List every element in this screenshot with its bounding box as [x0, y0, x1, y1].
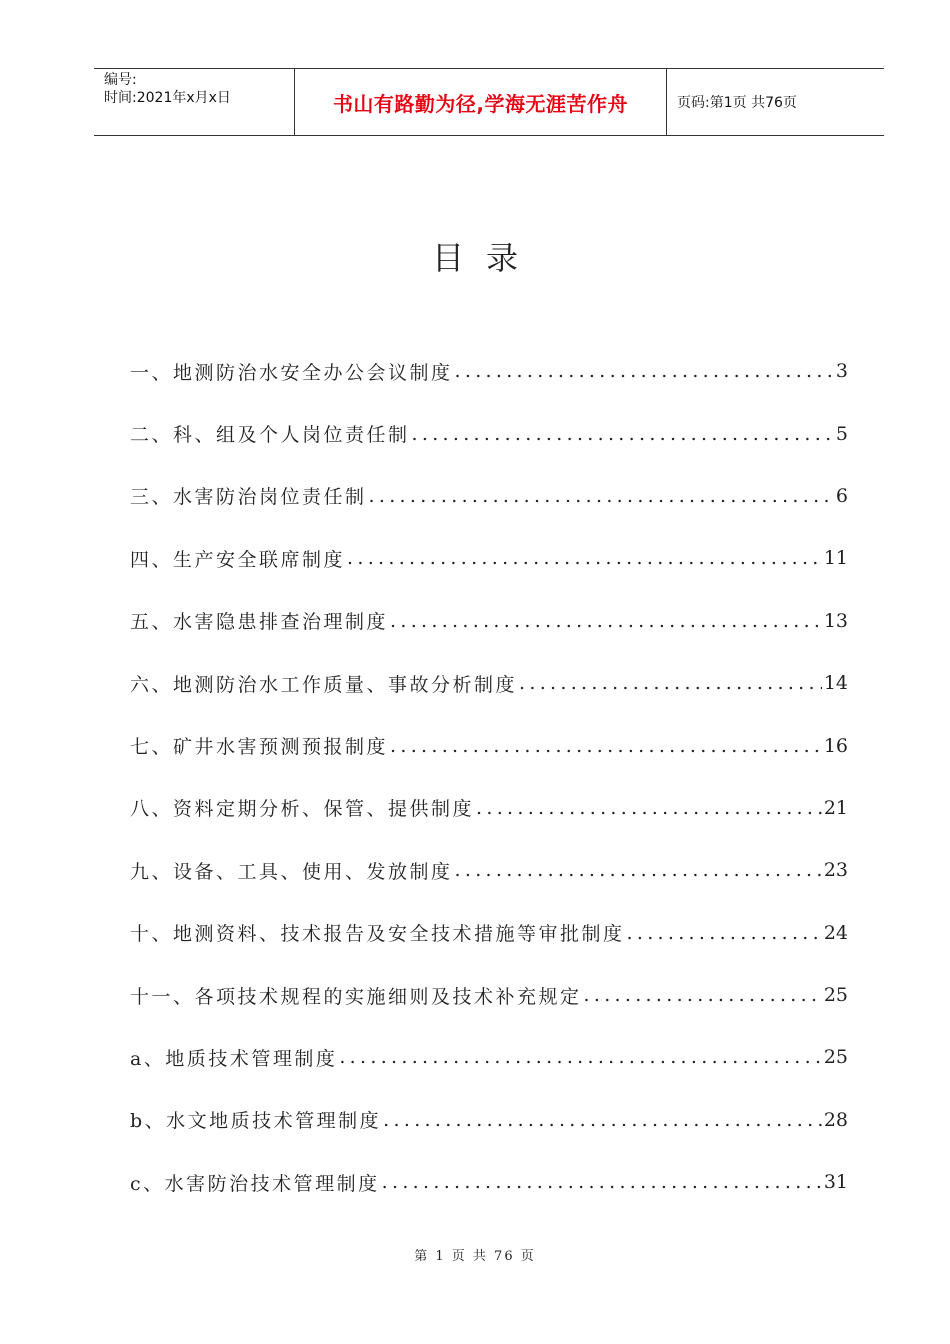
toc-entry[interactable] — [130, 1026, 848, 1088]
header-number-label: 编号: — [104, 72, 137, 88]
toc-leader-dots — [519, 672, 822, 694]
toc-leader-dots — [476, 797, 822, 819]
toc-entry-page: 31 — [823, 1171, 848, 1194]
toc-entry-page: 14 — [823, 672, 848, 695]
toc-leader-dots — [347, 547, 822, 569]
toc-leader-dots — [383, 1109, 822, 1131]
toc-entry[interactable] — [130, 527, 848, 589]
toc-entry-text: a、地质技术管理制度 — [130, 1047, 338, 1070]
toc-entry[interactable] — [130, 714, 848, 776]
toc-entry-text: 八、资料定期分析、保管、提供制度 — [130, 798, 475, 821]
toc-entry[interactable] — [130, 652, 848, 714]
toc-leader-dots — [390, 735, 822, 757]
toc-leader-dots — [455, 859, 822, 881]
toc-entry-page: 11 — [823, 547, 848, 570]
toc-leader-dots — [627, 922, 822, 944]
header-motto: 书山有路勤为径,学海无涯苦作舟 — [295, 69, 667, 135]
toc-entry[interactable] — [130, 964, 848, 1026]
toc-entry-text: 七、矿井水害预测预报制度 — [130, 736, 389, 759]
toc-entry-page: 25 — [823, 984, 848, 1007]
toc-entry-text: 十一、各项技术规程的实施细则及技术补充规定 — [130, 985, 582, 1008]
toc-entry-page: 16 — [823, 734, 848, 757]
toc-entry[interactable] — [130, 590, 848, 652]
toc-entry-text: 九、设备、工具、使用、发放制度 — [130, 860, 453, 883]
toc-leader-dots — [369, 485, 834, 507]
toc-entry-text: 十、地测资料、技术报告及安全技术措施等审批制度 — [130, 923, 625, 946]
toc-leader-dots — [412, 423, 834, 445]
toc-entry-text: 三、水害防治岗位责任制 — [130, 486, 367, 509]
toc-leader-dots — [382, 1171, 822, 1193]
toc-entry[interactable] — [130, 1089, 848, 1151]
toc-title: 目录 — [431, 239, 540, 277]
toc-entry-text: c、水害防治技术管理制度 — [130, 1172, 380, 1195]
toc-entry[interactable] — [130, 902, 848, 964]
toc-entry-text: 五、水害隐患排查治理制度 — [130, 611, 389, 634]
toc-entry[interactable] — [130, 777, 848, 839]
toc-entry-page: 5 — [835, 422, 848, 445]
toc-entry[interactable] — [130, 340, 848, 402]
header-time-label: 时间:2021年x月x日 — [104, 90, 231, 106]
toc-leader-dots — [390, 610, 822, 632]
toc-entry-text: b、水文地质技术管理制度 — [130, 1110, 382, 1133]
toc-entry-text: 一、地测防治水安全办公会议制度 — [130, 361, 453, 384]
toc-leader-dots — [339, 1046, 821, 1068]
toc-entry[interactable] — [130, 1151, 848, 1213]
toc-entry-text: 四、生产安全联席制度 — [130, 548, 346, 571]
toc-entry-page: 25 — [823, 1046, 848, 1069]
header-meta-cell — [94, 69, 295, 135]
header-page-info: 页码:第1页 共76页 — [677, 95, 797, 111]
toc-entry-page: 21 — [823, 796, 848, 819]
toc-leader-dots — [455, 360, 834, 382]
page-footer: 第 1 页 共 76 页 — [414, 1249, 536, 1264]
toc-leader-dots — [584, 984, 822, 1006]
toc-entry[interactable] — [130, 465, 848, 527]
page-header — [94, 68, 884, 136]
toc-entry[interactable] — [130, 402, 848, 464]
toc-entry-page: 23 — [823, 859, 848, 882]
toc-entry-page: 24 — [823, 921, 848, 944]
toc-entry-text: 二、科、组及个人岗位责任制 — [130, 424, 410, 447]
toc-list — [130, 340, 848, 1213]
toc-entry-page: 28 — [823, 1108, 848, 1131]
toc-entry-page: 13 — [823, 609, 848, 632]
toc-entry-text: 六、地测防治水工作质量、事故分析制度 — [130, 673, 518, 696]
toc-entry-page: 6 — [835, 484, 848, 507]
toc-entry[interactable] — [130, 839, 848, 901]
toc-entry-page: 3 — [835, 360, 848, 383]
